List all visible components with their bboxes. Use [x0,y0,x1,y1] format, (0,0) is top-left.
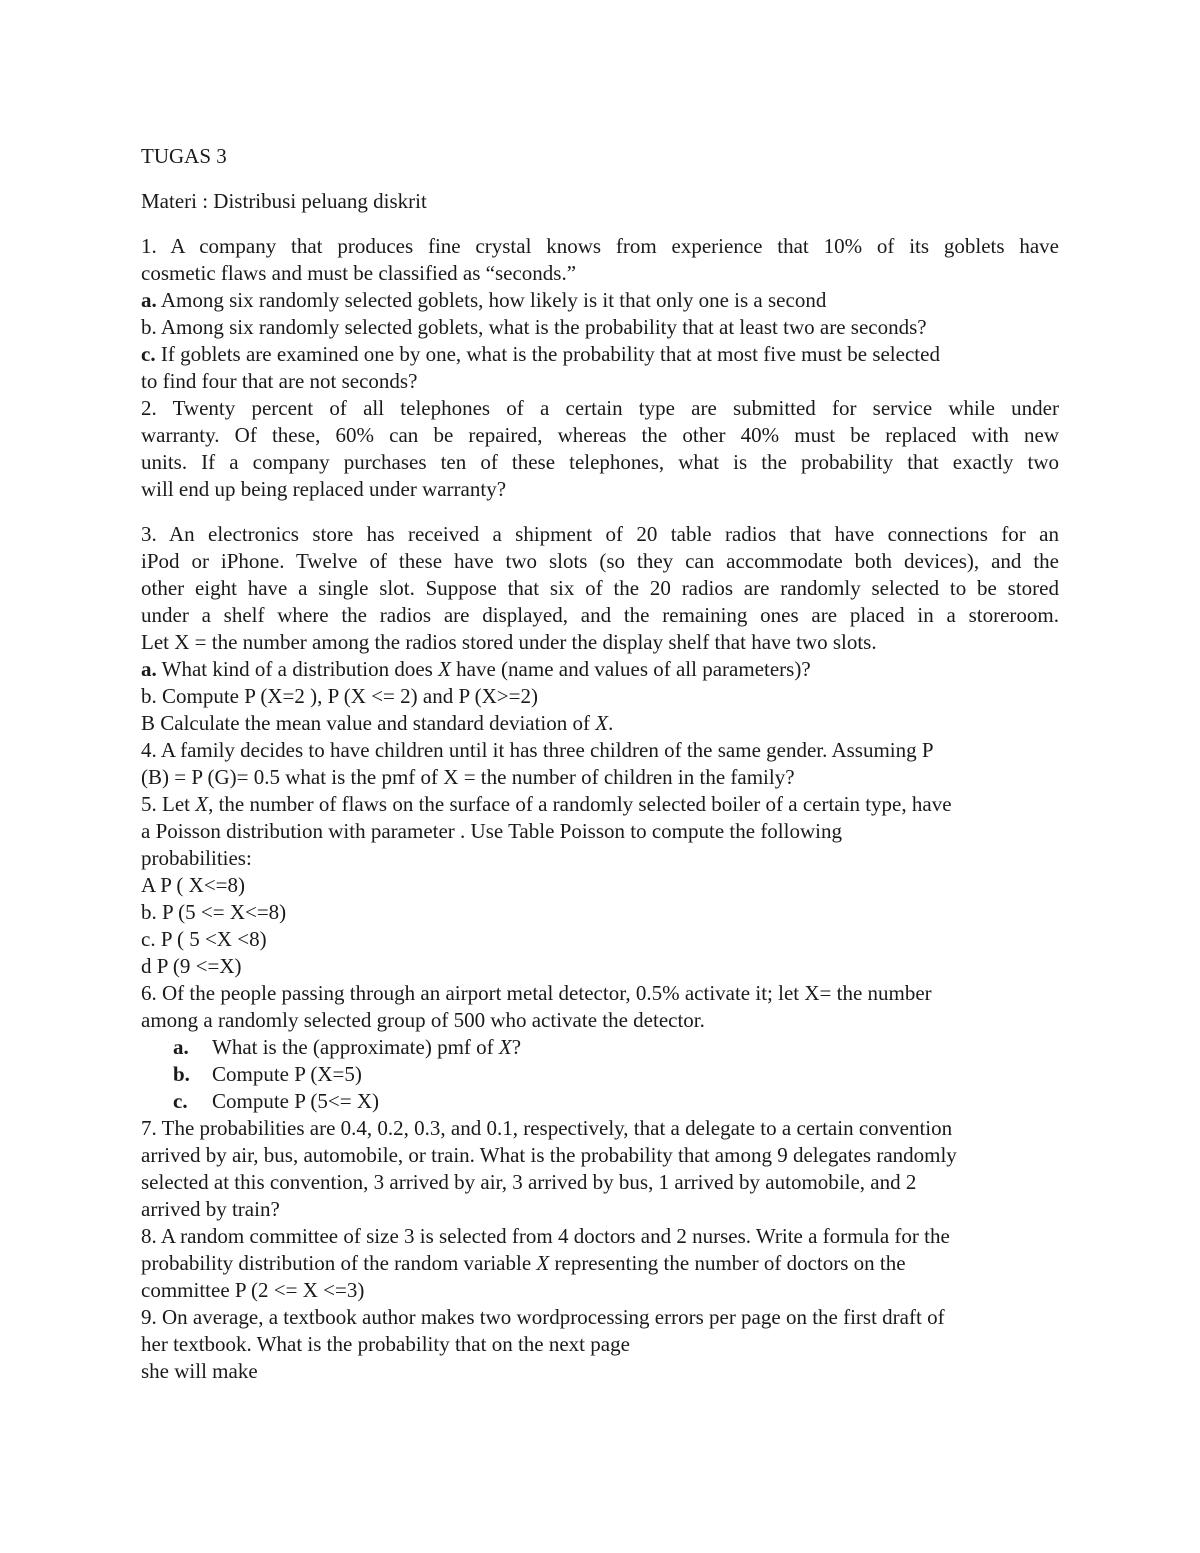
sub-label: a. [141,288,157,312]
question-text: her textbook. What is the probability that on the next page [141,1332,630,1356]
sub-label: c. [173,1089,188,1113]
sub-text: What kind of a distribution does [156,657,439,681]
sub-question-a [141,287,1059,314]
sub-question-a: A P ( X<=8) [141,873,245,897]
question-text: under a shelf where the radios are displayed, and the remaining ones are placed in a storeroom. [141,603,1059,627]
question-text [141,1250,1059,1277]
question-text: 9. On average, a textbook author makes two wordprocessing errors per page on the first draft of [141,1305,945,1329]
question-text: iPod or iPhone. Twelve of these have two slots (so they can accommodate both devices), and the [141,549,1059,573]
sub-label: a. [173,1035,189,1059]
question-text: 4. A family decides to have children until it has three children of the same gender. Assuming P [141,738,934,762]
question-text-part: representing the number of doctors on the [549,1251,906,1275]
sub-text: Among six randomly selected goblets, how likely is it that only one is a second [156,288,827,312]
variable-x: X [536,1251,550,1275]
sub-question-c [141,1088,1059,1115]
variable-x: X [498,1035,512,1059]
sub-question-c [141,710,1059,737]
variable-x: X [438,657,451,681]
page-subtitle: Materi : Distribusi peluang diskrit [141,189,427,213]
sub-text: If goblets are examined one by one, what is the probability that at most five must be selected [155,342,940,366]
question-text: cosmetic flaws and must be classified as “seconds.” [141,261,577,285]
question-2 [141,395,1059,503]
sub-label: b. [173,1062,190,1086]
question-8 [141,1223,1059,1304]
question-3 [141,521,1059,737]
sub-label: a. [141,657,157,681]
question-7 [141,1115,1059,1223]
sub-question-b: b. Compute P (X=2 ), P (X <= 2) and P (X>=2) [141,684,538,708]
question-text: other eight have a single slot. Suppose that six of the 20 radios are randomly selected to be stored [141,576,1059,600]
question-text: 8. A random committee of size 3 is selected from 4 doctors and 2 nurses. Write a formula for the [141,1224,950,1248]
question-text: units. If a company purchases ten of these telephones, what is the probability that exactly two [141,450,1059,474]
question-text: Let X = the number among the radios stored under the display shelf that have two slots. [141,630,877,654]
question-text: 3. An electronics store has received a shipment of 20 table radios that have connections for an [141,522,1059,546]
question-text: arrived by train? [141,1197,280,1221]
question-text: warranty. Of these, 60% can be repaired, whereas the other 40% must be replaced with new [141,423,1059,447]
sub-label: c. [141,342,156,366]
spacer [141,503,1059,521]
sub-text: . [608,711,614,735]
question-text: (B) = P (G)= 0.5 what is the pmf of X = the number of children in the family? [141,765,795,789]
question-text: probabilities: [141,846,252,870]
question-9 [141,1304,1059,1385]
question-text: selected at this convention, 3 arrived by air, 3 arrived by bus, 1 arrived by automobile, and 2 [141,1170,917,1194]
sub-question-a [141,656,1059,683]
question-text-part: probability distribution of the random variable [141,1251,537,1275]
sub-text: What is the (approximate) pmf of [212,1035,499,1059]
question-text: she will make [141,1359,258,1383]
question-text: 1. A company that produces fine crystal knows from experience that 10% of its goblets have [141,234,1059,258]
sub-question-c: c. P ( 5 <X <8) [141,927,267,951]
sub-text: Compute P (X=5) [212,1062,362,1086]
question-text [141,791,1059,818]
variable-x: X [195,792,209,816]
question-text: will end up being replaced under warranty? [141,477,507,501]
sub-question-b: b. P (5 <= X<=8) [141,900,287,924]
spacer [141,215,1059,233]
question-text-part: , the number of flaws on the surface of a randomly selected boiler of a certain type, have [208,792,952,816]
page-title: TUGAS 3 [141,144,227,168]
sub-text: B Calculate the mean value and standard deviation of [141,711,596,735]
question-text: 6. Of the people passing through an airport metal detector, 0.5% activate it; let X= the number [141,981,932,1005]
sub-question-a [141,1034,1059,1061]
sub-text: Compute P (5<= X) [212,1089,379,1113]
question-text-part: 5. Let [141,792,196,816]
question-text: among a randomly selected group of 500 who activate the detector. [141,1008,705,1032]
document-page [141,143,1059,1385]
spacer [141,170,1059,188]
question-6 [141,980,1059,1115]
sub-question-b: b. Among six randomly selected goblets, what is the probability that at least two are seconds? [141,315,927,339]
sub-question-c [141,341,1059,368]
question-text: 2. Twenty percent of all telephones of a certain type are submitted for service while under [141,396,1059,420]
question-text: arrived by air, bus, automobile, or train. What is the probability that among 9 delegates randomly [141,1143,957,1167]
question-4 [141,737,1059,791]
sub-text: ? [511,1035,522,1059]
question-5 [141,791,1059,980]
sub-question-b [141,1061,1059,1088]
question-1 [141,233,1059,395]
sub-text: have (name and values of all parameters)? [450,657,811,681]
sub-question-c-cont: to find four that are not seconds? [141,369,418,393]
question-text: committee P (2 <= X <=3) [141,1278,365,1302]
variable-x: X [595,711,609,735]
question-text: a Poisson distribution with parameter . Use Table Poisson to compute the following [141,819,842,843]
sub-question-d: d P (9 <=X) [141,954,242,978]
question-text: 7. The probabilities are 0.4, 0.2, 0.3, and 0.1, respectively, that a delegate to a certain convention [141,1116,953,1140]
